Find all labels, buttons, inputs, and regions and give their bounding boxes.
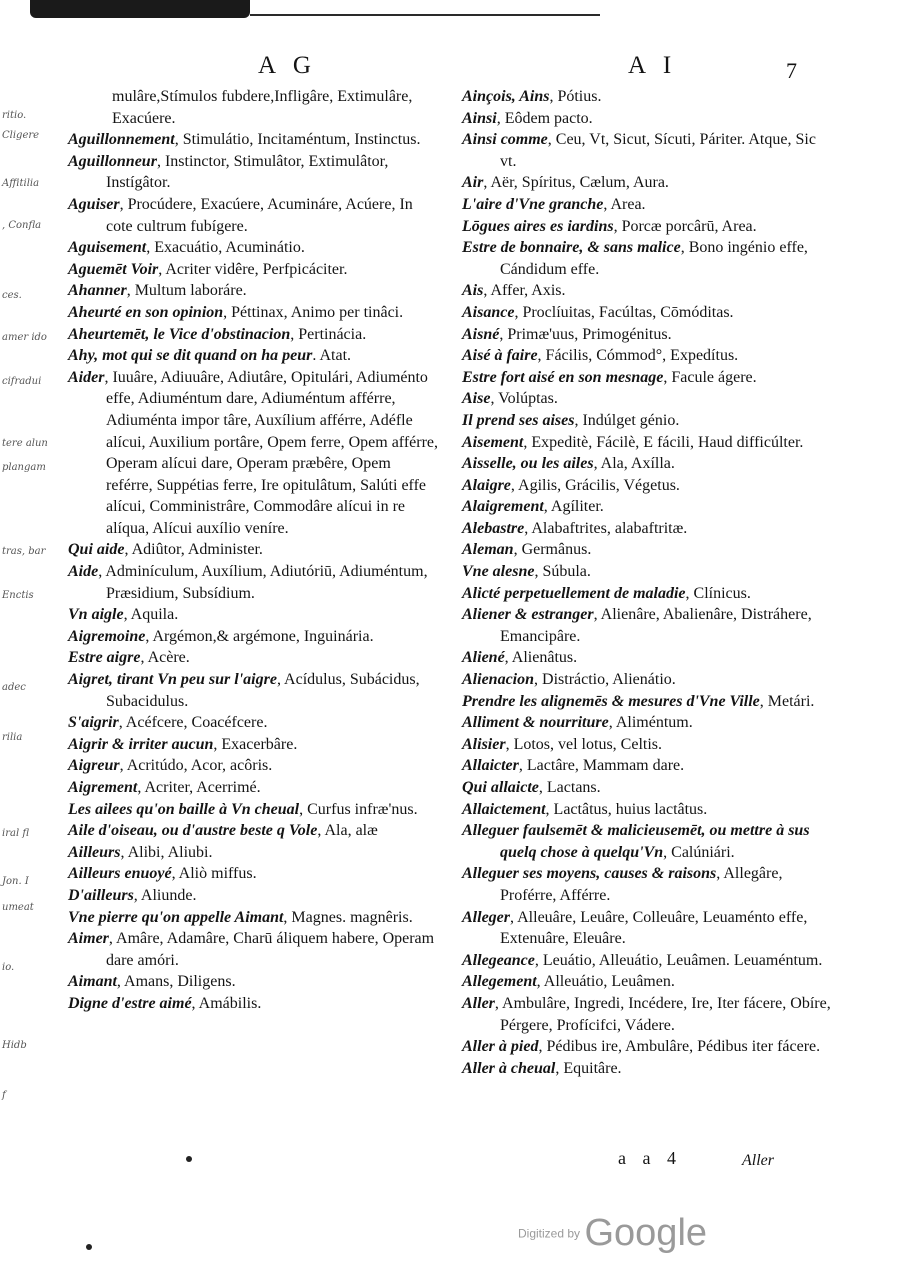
dictionary-entry xyxy=(462,777,834,799)
margin-fragment: Jon. I xyxy=(2,876,29,887)
latin-gloss: , Fácilis, Cómmod°, Expedítus. xyxy=(537,347,739,365)
latin-gloss: , Acère. xyxy=(140,649,190,667)
headword: Aliené xyxy=(462,649,505,667)
latin-gloss: , Stimulátio, Incitaméntum, Instinctus. xyxy=(174,131,421,149)
margin-fragment: ces. xyxy=(2,290,22,301)
headword: Allaicter xyxy=(462,757,519,775)
latin-gloss: , Acriter vidêre, Perfpicáciter. xyxy=(158,260,348,278)
headword: Aller à pied xyxy=(462,1038,539,1056)
dictionary-entry xyxy=(462,583,834,605)
latin-gloss: , Affer, Axis. xyxy=(483,282,566,300)
dictionary-entry xyxy=(462,993,834,1036)
headword: Aigret, tirant Vn peu sur l'aigre xyxy=(68,671,277,689)
latin-gloss: , Acídulus, Subácidus, Subacidulus. xyxy=(106,671,420,710)
dictionary-entry xyxy=(462,755,834,777)
left-column xyxy=(68,86,440,1015)
dictionary-entry xyxy=(462,518,834,540)
latin-gloss: , Ceu, Vt, Sicut, Sícuti, Páriter. Atque, Sic vt. xyxy=(500,131,816,170)
headword: Aigrir & irriter aucun xyxy=(68,735,214,753)
latin-gloss: , Lotos, vel lotus, Celtis. xyxy=(505,735,663,753)
headword: Aisné xyxy=(462,325,500,343)
latin-gloss: , Adiûtor, Administer. xyxy=(124,541,263,559)
dictionary-entry xyxy=(68,755,440,777)
latin-gloss: , Argémon,& argémone, Inguinária. xyxy=(145,627,374,645)
latin-gloss: , Indúlget génio. xyxy=(574,411,680,429)
headword: Alliment & nourriture xyxy=(462,714,609,732)
headword: Alisier xyxy=(462,735,506,753)
dictionary-entry xyxy=(68,259,440,281)
dictionary-entry xyxy=(68,863,440,885)
digitized-watermark xyxy=(518,1212,707,1255)
dictionary-entry xyxy=(68,194,440,237)
dictionary-entry xyxy=(462,302,834,324)
headword: Ailleurs xyxy=(68,843,121,861)
headword: Prendre les alignemēs & mesures d'Vne Ville xyxy=(462,692,760,710)
latin-gloss: , Multum laboráre. xyxy=(126,282,247,300)
headword: Alebastre xyxy=(462,519,525,537)
running-head-left: A G xyxy=(258,52,317,79)
binding-shadow xyxy=(30,0,250,18)
headword: Aisselle, ou les ailes xyxy=(462,455,594,473)
latin-gloss: , Ambulâre, Ingredi, Incédere, Ire, Iter fácere, Obíre, Pérgere, Profícifci, Vádere. xyxy=(494,994,831,1034)
dictionary-entry xyxy=(68,302,440,324)
dictionary-entry xyxy=(462,453,834,475)
latin-gloss: , Distráctio, Alienátio. xyxy=(534,671,676,689)
latin-gloss: , Alienâtus. xyxy=(504,649,578,667)
latin-gloss: , Facule ágere. xyxy=(663,368,757,386)
latin-gloss: , Alleuátio, Leuâmen. xyxy=(536,973,675,991)
headword: Ainsi comme xyxy=(462,131,548,149)
latin-gloss: , Súbula. xyxy=(534,563,591,581)
latin-gloss: , Germânus. xyxy=(513,541,592,559)
dictionary-entry xyxy=(68,799,440,821)
latin-gloss: , Aliunde. xyxy=(133,886,197,904)
dictionary-entry xyxy=(68,626,440,648)
headword: Aliener & estranger xyxy=(462,606,594,624)
headword: Alaigrement xyxy=(462,498,544,516)
dictionary-entry xyxy=(462,410,834,432)
dictionary-entry xyxy=(462,734,834,756)
latin-gloss: , Exacuátio, Acuminátio. xyxy=(146,239,305,257)
dictionary-entry xyxy=(462,647,834,669)
headword: Vn aigle xyxy=(68,606,124,624)
dictionary-entry xyxy=(462,799,834,821)
latin-gloss: , Alibi, Aliubi. xyxy=(120,843,213,861)
headword: Il prend ses aises xyxy=(462,411,575,429)
latin-gloss: , Agilis, Grácilis, Végetus. xyxy=(510,476,680,494)
dictionary-entry xyxy=(68,324,440,346)
dictionary-entry xyxy=(462,971,834,993)
headword: Aisé à faire xyxy=(462,347,538,365)
dictionary-entry xyxy=(68,647,440,669)
headword: Alleguer faulsemēt & malicieusemēt, ou mettre à sus quelq chose à quelqu'Vn xyxy=(462,822,810,861)
dictionary-entry xyxy=(462,237,834,280)
headword: Aguillonnement xyxy=(68,131,175,149)
headword: Estre de bonnaire, & sans malice xyxy=(462,239,681,257)
page-mark: 7 xyxy=(786,58,797,83)
catchword: Aller xyxy=(742,1152,774,1169)
headword: Aider xyxy=(68,368,105,386)
ink-dot xyxy=(186,1156,192,1162)
latin-gloss: , Instinctor, Stimulâtor, Extimulâtor, Instígâtor. xyxy=(106,152,389,192)
headword: Allegeance xyxy=(462,951,535,969)
latin-gloss: , Aquila. xyxy=(123,606,179,624)
dictionary-entry xyxy=(462,669,834,691)
dictionary-entry xyxy=(462,367,834,389)
headword: Aleman xyxy=(462,541,514,559)
right-column xyxy=(462,86,834,1079)
margin-fragment: ritio. xyxy=(2,110,27,121)
headword: Aguillonneur xyxy=(68,152,157,170)
headword: Aisance xyxy=(462,303,515,321)
dictionary-entry xyxy=(68,367,440,540)
dictionary-entry xyxy=(68,971,440,993)
latin-gloss: , Equitâre. xyxy=(555,1059,622,1077)
dictionary-entry xyxy=(68,129,440,151)
margin-fragment: plangam xyxy=(2,462,46,473)
headword: Aigreur xyxy=(68,757,120,775)
headword: Vne pierre qu'on appelle Aimant xyxy=(68,908,284,926)
margin-fragment: tere alun xyxy=(2,438,48,449)
headword: Aide xyxy=(68,563,99,581)
dictionary-entry xyxy=(68,539,440,561)
dictionary-entry xyxy=(462,129,834,172)
headword: Aile d'oiseau, ou d'austre beste q Vole xyxy=(68,822,318,840)
latin-gloss: , Bono ingénio effe, Cándidum effe. xyxy=(500,239,808,278)
latin-gloss: , Amâre, Adamâre, Charū áliquem habere, Operam dare amóri. xyxy=(106,930,435,969)
latin-gloss: , Aliò miffus. xyxy=(171,865,257,883)
headword: Alaigre xyxy=(462,476,511,494)
latin-gloss: , Pótius. xyxy=(549,88,602,105)
headword: Allegement xyxy=(462,973,537,991)
headword: Aisement xyxy=(462,433,524,451)
latin-gloss: , Acritúdo, Acor, acôris. xyxy=(119,757,273,775)
headword: Ahy, mot qui se dit quand on ha peur xyxy=(68,347,313,365)
latin-gloss: , Curfus infræ'nus. xyxy=(299,800,418,818)
headword: Estre fort aisé en son mesnage xyxy=(462,368,664,386)
dictionary-entry xyxy=(68,907,440,929)
latin-gloss: , Alleuâre, Leuâre, Colleuâre, Leuaménto effe, Extenuâre, Eleuâre. xyxy=(500,908,808,948)
running-head-right: A I xyxy=(628,52,678,79)
latin-gloss: , Amábilis. xyxy=(191,994,262,1012)
latin-gloss: , Alabaftrites, alabaftritæ. xyxy=(524,519,688,537)
latin-gloss: , Lactans. xyxy=(538,779,601,796)
margin-fragment: f xyxy=(2,1090,6,1101)
top-rule xyxy=(250,4,600,16)
dictionary-entry xyxy=(462,496,834,518)
signature-mark: a a 4 xyxy=(618,1148,682,1168)
dictionary-entry xyxy=(462,280,834,302)
headword: Aguemēt Voir xyxy=(68,260,159,278)
dictionary-entry xyxy=(68,561,440,604)
latin-gloss: , Iuuâre, Adiuuâre, Adiutâre, Opitulári, Adiuménto effe, Adiuméntum dare, Adiuméntum afférre, Adiuménta impor târe, Auxílium afférre, Adéfle alícui, Auxilium portâre, Opem ferre, Opem afférre, Operam alícui dare, Operam præbêre, Opem reférre, Suppétias ferre, Ire opitulâtum, Salúti effe alícui, Comministrâre, Commodâre alícui in re alíqua, Alícui auxílio veníre. xyxy=(104,368,439,537)
headword: Aigrement xyxy=(68,779,138,796)
dictionary-entry xyxy=(68,993,440,1015)
latin-gloss: . Atat. xyxy=(312,347,352,365)
margin-bleed-notes xyxy=(0,100,48,1200)
dictionary-entry xyxy=(68,842,440,864)
latin-gloss: , Proclíuitas, Facúltas, Cōmóditas. xyxy=(514,303,734,321)
margin-fragment: Enctis xyxy=(2,590,34,601)
dictionary-entry xyxy=(462,691,834,713)
dictionary-entry xyxy=(68,820,440,842)
headword: Digne d'estre aimé xyxy=(68,994,192,1012)
latin-gloss: , Metári. xyxy=(759,692,815,710)
margin-fragment: umeat xyxy=(2,902,34,913)
headword: Aheurté en son opinion xyxy=(68,303,224,321)
latin-gloss: , Allegâre, Proférre, Afférre. xyxy=(500,865,783,904)
headword: Aguisement xyxy=(68,239,147,257)
latin-gloss: , Calúniári. xyxy=(663,843,735,861)
headword: Aimant xyxy=(68,973,117,991)
headword: Air xyxy=(462,174,484,192)
headword: Alleger xyxy=(462,908,510,926)
margin-fragment: rilia xyxy=(2,732,23,743)
latin-gloss: mulâre,Stímulos fubdere,Infligâre, Extimulâre, Exacúere. xyxy=(112,88,413,127)
dictionary-entry xyxy=(462,1036,834,1058)
dictionary-entry xyxy=(462,475,834,497)
latin-gloss: , Aër, Spíritus, Cælum, Aura. xyxy=(483,174,669,192)
latin-gloss: , Acriter, Acerrimé. xyxy=(137,779,261,796)
dictionary-entry xyxy=(68,928,440,971)
dictionary-entry xyxy=(68,151,440,194)
headword: L'aire d'Vne granche xyxy=(462,195,604,213)
dictionary-entry xyxy=(68,712,440,734)
headword: Ainsi xyxy=(462,109,497,127)
dictionary-entry xyxy=(462,324,834,346)
margin-fragment: io. xyxy=(2,962,15,973)
dictionary-entry xyxy=(462,1058,834,1080)
google-logo: Google xyxy=(584,1212,708,1254)
latin-gloss: , Eôdem pacto. xyxy=(496,109,593,127)
dictionary-entry xyxy=(462,907,834,950)
dictionary-entry xyxy=(68,777,440,799)
latin-gloss: , Alienâre, Abalienâre, Distráhere, Emancipâre. xyxy=(500,606,812,645)
latin-gloss: , Clínicus. xyxy=(685,584,751,602)
headword: Alienacion xyxy=(462,671,535,689)
latin-gloss: , Ala, Axílla. xyxy=(593,455,675,473)
margin-fragment: Cligere xyxy=(2,130,40,141)
dictionary-entry xyxy=(462,539,834,561)
latin-gloss: , Exacerbâre. xyxy=(213,735,298,753)
dictionary-entry xyxy=(68,86,440,129)
dictionary-entry xyxy=(68,280,440,302)
dictionary-entry xyxy=(462,604,834,647)
margin-fragment: iral fl xyxy=(2,828,29,839)
headword: Aheurtemēt, le Vice d'obstinacion xyxy=(68,325,291,343)
dictionary-entry xyxy=(462,172,834,194)
dictionary-entry xyxy=(462,388,834,410)
latin-gloss: , Magnes. magnêris. xyxy=(283,908,413,926)
dictionary-entry xyxy=(462,950,834,972)
dictionary-entry xyxy=(462,432,834,454)
headword: Estre aigre xyxy=(68,649,141,667)
dictionary-entry xyxy=(462,863,834,906)
headword: Lōgues aires es iardins xyxy=(462,217,614,235)
margin-fragment: amer ido xyxy=(2,332,47,343)
headword: Alleguer ses moyens, causes & raisons xyxy=(462,865,717,883)
latin-gloss: , Adminículum, Auxílium, Adiutóriū, Adiuméntum, Præsidium, Subsídium. xyxy=(98,563,428,602)
headword: Alicté perpetuellement de maladie xyxy=(462,584,686,602)
dictionary-entry xyxy=(68,237,440,259)
headword: Aller à cheual xyxy=(462,1059,556,1077)
headword: Ais xyxy=(462,282,484,300)
dictionary-entry xyxy=(462,820,834,863)
latin-gloss: , Pertinácia. xyxy=(290,325,367,343)
headword: Ahanner xyxy=(68,282,127,300)
latin-gloss: , Leuátio, Alleuátio, Leuâmen. Leuaméntum. xyxy=(534,951,823,969)
latin-gloss: , Porcæ porcârū, Area. xyxy=(613,217,757,235)
latin-gloss: , Amans, Diligens. xyxy=(116,973,236,991)
dictionary-entry xyxy=(462,345,834,367)
headword: Aller xyxy=(462,994,495,1012)
latin-gloss: , Pédibus ire, Ambulâre, Pédibus iter fácere. xyxy=(538,1038,821,1056)
dictionary-entry xyxy=(68,604,440,626)
digitized-label: Digitized by xyxy=(518,1226,581,1241)
headword: Ailleurs enuoyé xyxy=(68,865,172,883)
latin-gloss: , Agíliter. xyxy=(543,498,604,516)
dictionary-entry xyxy=(462,108,834,130)
latin-gloss: , Primæ'uus, Primogénitus. xyxy=(499,325,672,343)
latin-gloss: , Lactâre, Mammam dare. xyxy=(518,757,685,775)
dictionary-entry xyxy=(462,561,834,583)
headword: S'aigrir xyxy=(68,714,119,732)
margin-fragment: Affitilia xyxy=(2,178,40,189)
headword: Aguiser xyxy=(68,195,120,213)
headword: Ainçois, Ains xyxy=(462,88,550,105)
headword: Les ailees qu'on baille à Vn cheual xyxy=(68,800,300,818)
headword: D'ailleurs xyxy=(68,886,134,904)
latin-gloss: , Acéfcere, Coacéfcere. xyxy=(118,714,268,732)
headword: Aigremoine xyxy=(68,627,146,645)
headword: Aise xyxy=(462,390,491,408)
dictionary-entry xyxy=(462,216,834,238)
latin-gloss: , Procúdere, Exacúere, Acumináre, Acúere, In cote cultrum fubígere. xyxy=(106,195,413,235)
latin-gloss: , Lactâtus, huius lactâtus. xyxy=(545,800,708,818)
headword: Allaictement xyxy=(462,800,546,818)
dictionary-entry xyxy=(462,712,834,734)
latin-gloss: , Area. xyxy=(603,195,646,213)
latin-gloss: , Ala, alæ xyxy=(317,822,378,840)
margin-fragment: cifradui xyxy=(2,376,42,387)
margin-fragment: Hidb xyxy=(2,1040,27,1051)
dictionary-entry xyxy=(68,669,440,712)
dictionary-entry xyxy=(68,734,440,756)
headword: Qui aide xyxy=(68,541,125,559)
latin-gloss: , Péttinax, Animo per tinâci. xyxy=(223,303,404,321)
dictionary-entry xyxy=(462,86,834,108)
margin-fragment: tras, bar xyxy=(2,546,46,557)
headword: Vne alesne xyxy=(462,563,535,581)
latin-gloss: , Expeditè, Fácilè, E fácili, Haud difficúlter. xyxy=(523,433,804,451)
margin-fragment: , Confla xyxy=(2,220,42,231)
dictionary-entry xyxy=(462,194,834,216)
latin-gloss: , Volúptas. xyxy=(490,390,558,408)
margin-fragment: adec xyxy=(2,682,26,693)
ink-dot xyxy=(86,1244,92,1250)
latin-gloss: , Aliméntum. xyxy=(608,714,693,732)
headword: Qui allaicte xyxy=(462,779,539,796)
dictionary-entry xyxy=(68,345,440,367)
headword: Aimer xyxy=(68,930,109,948)
dictionary-entry xyxy=(68,885,440,907)
